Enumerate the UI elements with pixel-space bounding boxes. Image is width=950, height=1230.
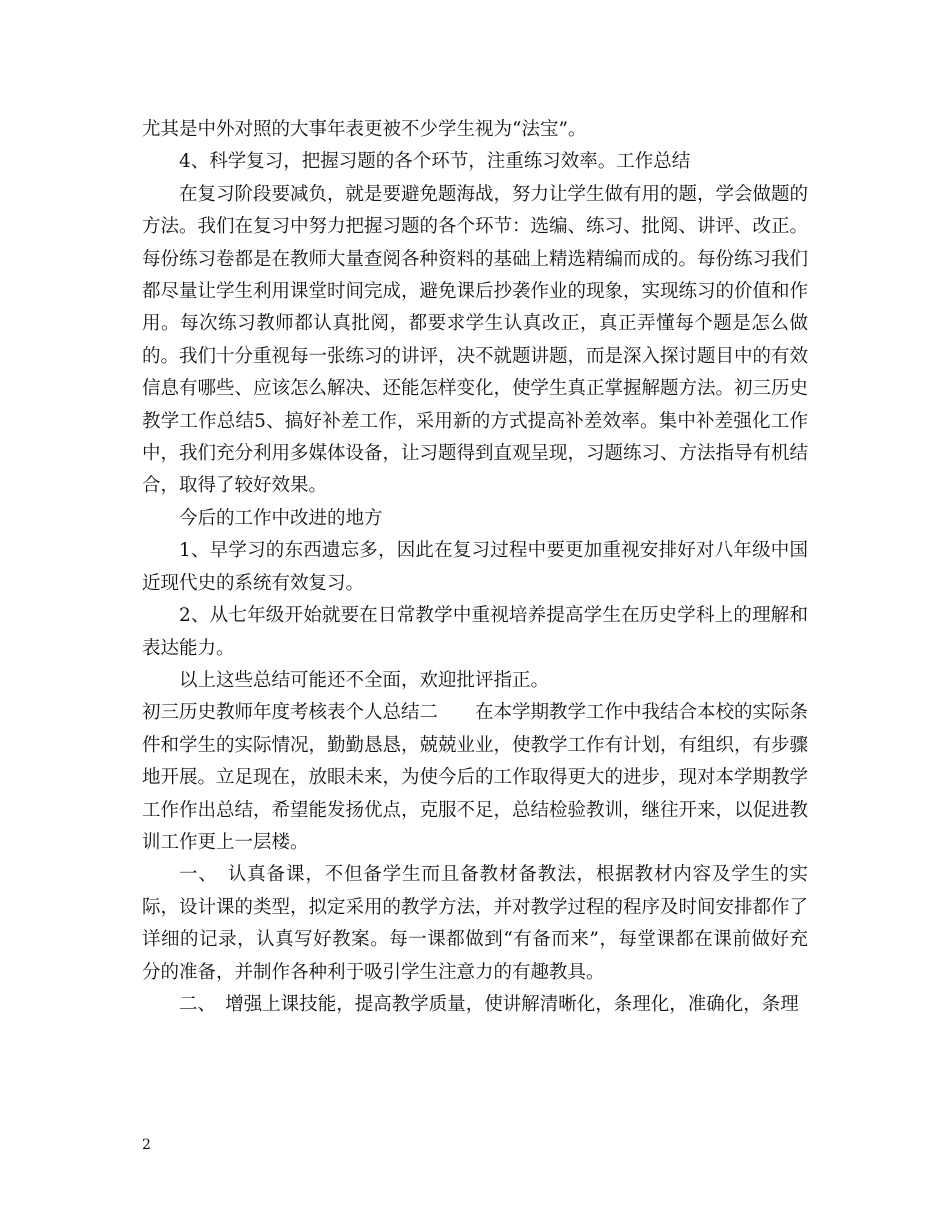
page-number: 2 (142, 1137, 151, 1153)
paragraph-6: 2、从七年级开始就要在日常教学中重视培养提高学生在历史学科上的理解和表达能力。 (142, 605, 808, 659)
paragraph-2: 4、科学复习，把握习题的各个环节，注重练习效率。工作总结 (179, 151, 691, 173)
paragraph-1: 尤其是中外对照的大事年表更被不少学生视为“法宝”。 (142, 119, 587, 140)
paragraph-8: 初三历史教师年度考核表个人总结二 在本学期教学工作中我结合本校的实际条件和学生的实际情况，勤勤恳恳，兢兢业业，使教学工作有计划，有组织，有步骤地开展。立足现在，放眼未来，为使今后的工作取得更大的进步，现对本学期教学工作作出总结，希望能发扬优点，克服不足，总结检验教训，继往开来，以促进教训工作更上一层楼。 (142, 702, 809, 853)
paragraph-9: 一、 认真备课，不但备学生而且备教材备教法，根据教材内容及学生的实际，设计课的类型，拟定采用的教学方法，并对教学过程的程序及时间安排都作了详细的记录，认真写好教案。每一课都做到“有备而来”，每堂课都在课前做好充分的准备，并制作各种利于吸引学生注意力的有趣教具。 (142, 864, 809, 983)
document-body (142, 114, 808, 1021)
paragraph-3: 在复习阶段要减负，就是要避免题海战，努力让学生做有用的题，学会做题的方法。我们在复习中努力把握习题的各个环节：选编、练习、批阅、讲评、改正。每份练习卷都是在教师大量查阅各种资料的基础上精选精编而成的。每份练习我们都尽量让学生利用课堂时间完成，避免课后抄袭作业的现象，实现练习的价值和作用。每次练习教师都认真批阅，都要求学生认真改正，真正弄懂每个题是怎么做的。我们十分重视每一张练习的讲评，决不就题讲题，而是深入探讨题目中的有效信息有哪些、应该怎么解决、还能怎样变化，使学生真正掌握解题方法。初三历史教学工作总结5、搞好补差工作，采用新的方式提高补差效率。集中补差强化工作中，我们充分利用多媒体设备，让习题得到直观呈现，习题练习、方法指导有机结合，取得了较好效果。 (142, 183, 809, 497)
paragraph-5: 1、早学习的东西遗忘多，因此在复习过程中要更加重视安排好对八年级中国近现代史的系统有效复习。 (142, 540, 808, 594)
paragraph-4: 今后的工作中改进的地方 (179, 507, 383, 529)
paragraph-10: 二、 增强上课技能，提高教学质量，使讲解清晰化，条理化，准确化，条理 (179, 993, 799, 1015)
paragraph-7: 以上这些总结可能还不全面，欢迎批评指正。 (179, 669, 550, 691)
